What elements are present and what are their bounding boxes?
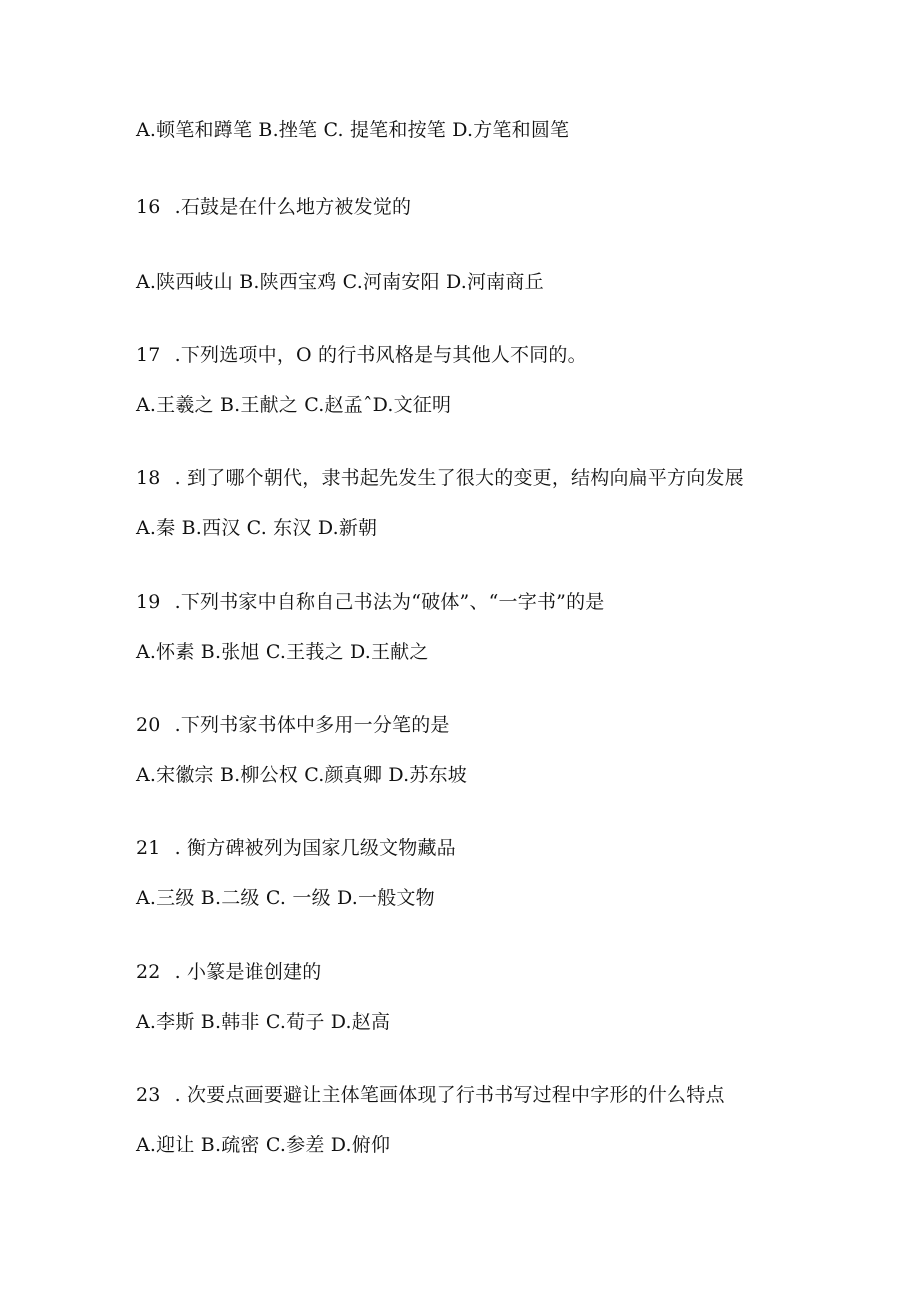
question-22 xyxy=(136,960,321,984)
question-text: .下列选项中，O 的行书风格是与其他人不同的。 xyxy=(174,344,587,366)
question-text: .下列书家书体中多用一分笔的是 xyxy=(174,714,450,736)
question-number: 21 xyxy=(136,837,161,859)
question-number: 17 xyxy=(136,344,161,366)
options-text: A.顿笔和蹲笔 B.挫笔 C. 提笔和按笔 D.方笔和圆笔 xyxy=(136,119,570,141)
question-18 xyxy=(136,466,744,490)
options-text: A.迎让 B.疏密 C.参差 D.俯仰 xyxy=(136,1134,391,1156)
question-21 xyxy=(136,836,456,860)
answer-options-15 xyxy=(136,118,569,142)
options-text: A.三级 B.二级 C. 一级 D.一般文物 xyxy=(136,887,435,909)
question-number: 20 xyxy=(136,714,161,736)
options-text: A.宋徽宗 B.柳公权 C.颜真卿 D.苏东坡 xyxy=(136,764,467,786)
question-23 xyxy=(136,1083,725,1107)
answer-options-21 xyxy=(136,886,435,910)
answer-options-20 xyxy=(136,763,467,787)
question-16 xyxy=(136,195,411,219)
question-text: . 到了哪个朝代，隶书起先发生了很大的变更，结构向扁平方向发展 xyxy=(174,467,744,489)
answer-options-16 xyxy=(136,270,544,294)
options-text: A.李斯 B.韩非 C.荀子 D.赵高 xyxy=(136,1011,391,1033)
question-text: . 衡方碑被列为国家几级文物藏品 xyxy=(174,837,456,859)
answer-options-18 xyxy=(136,516,377,540)
question-text: .石鼓是在什么地方被发觉的 xyxy=(174,196,412,218)
question-text: .下列书家中自称自己书法为“破体”、“一字书”的是 xyxy=(174,591,605,613)
question-number: 23 xyxy=(136,1084,161,1106)
question-number: 18 xyxy=(136,467,161,489)
options-text: A.秦 B.西汉 C. 东汉 D.新朝 xyxy=(136,517,378,539)
question-19 xyxy=(136,590,604,614)
answer-options-23 xyxy=(136,1133,390,1157)
question-text: . 小篆是谁创建的 xyxy=(174,961,322,983)
question-number: 16 xyxy=(136,196,161,218)
options-text: A.怀素 B.张旭 C.王莪之 D.王献之 xyxy=(136,641,429,663)
answer-options-19 xyxy=(136,640,429,664)
options-text: A.陕西岐山 B.陕西宝鸡 C.河南安阳 D.河南商丘 xyxy=(136,271,544,293)
question-number: 22 xyxy=(136,961,161,983)
answer-options-17 xyxy=(136,393,451,417)
question-20 xyxy=(136,713,450,737)
question-number: 19 xyxy=(136,591,161,613)
options-text: A.王羲之 B.王献之 C.赵孟ˆD.文征明 xyxy=(136,394,452,416)
answer-options-22 xyxy=(136,1010,390,1034)
question-text: . 次要点画要避让主体笔画体现了行书书写过程中字形的什么特点 xyxy=(174,1084,725,1106)
question-17 xyxy=(136,343,587,367)
